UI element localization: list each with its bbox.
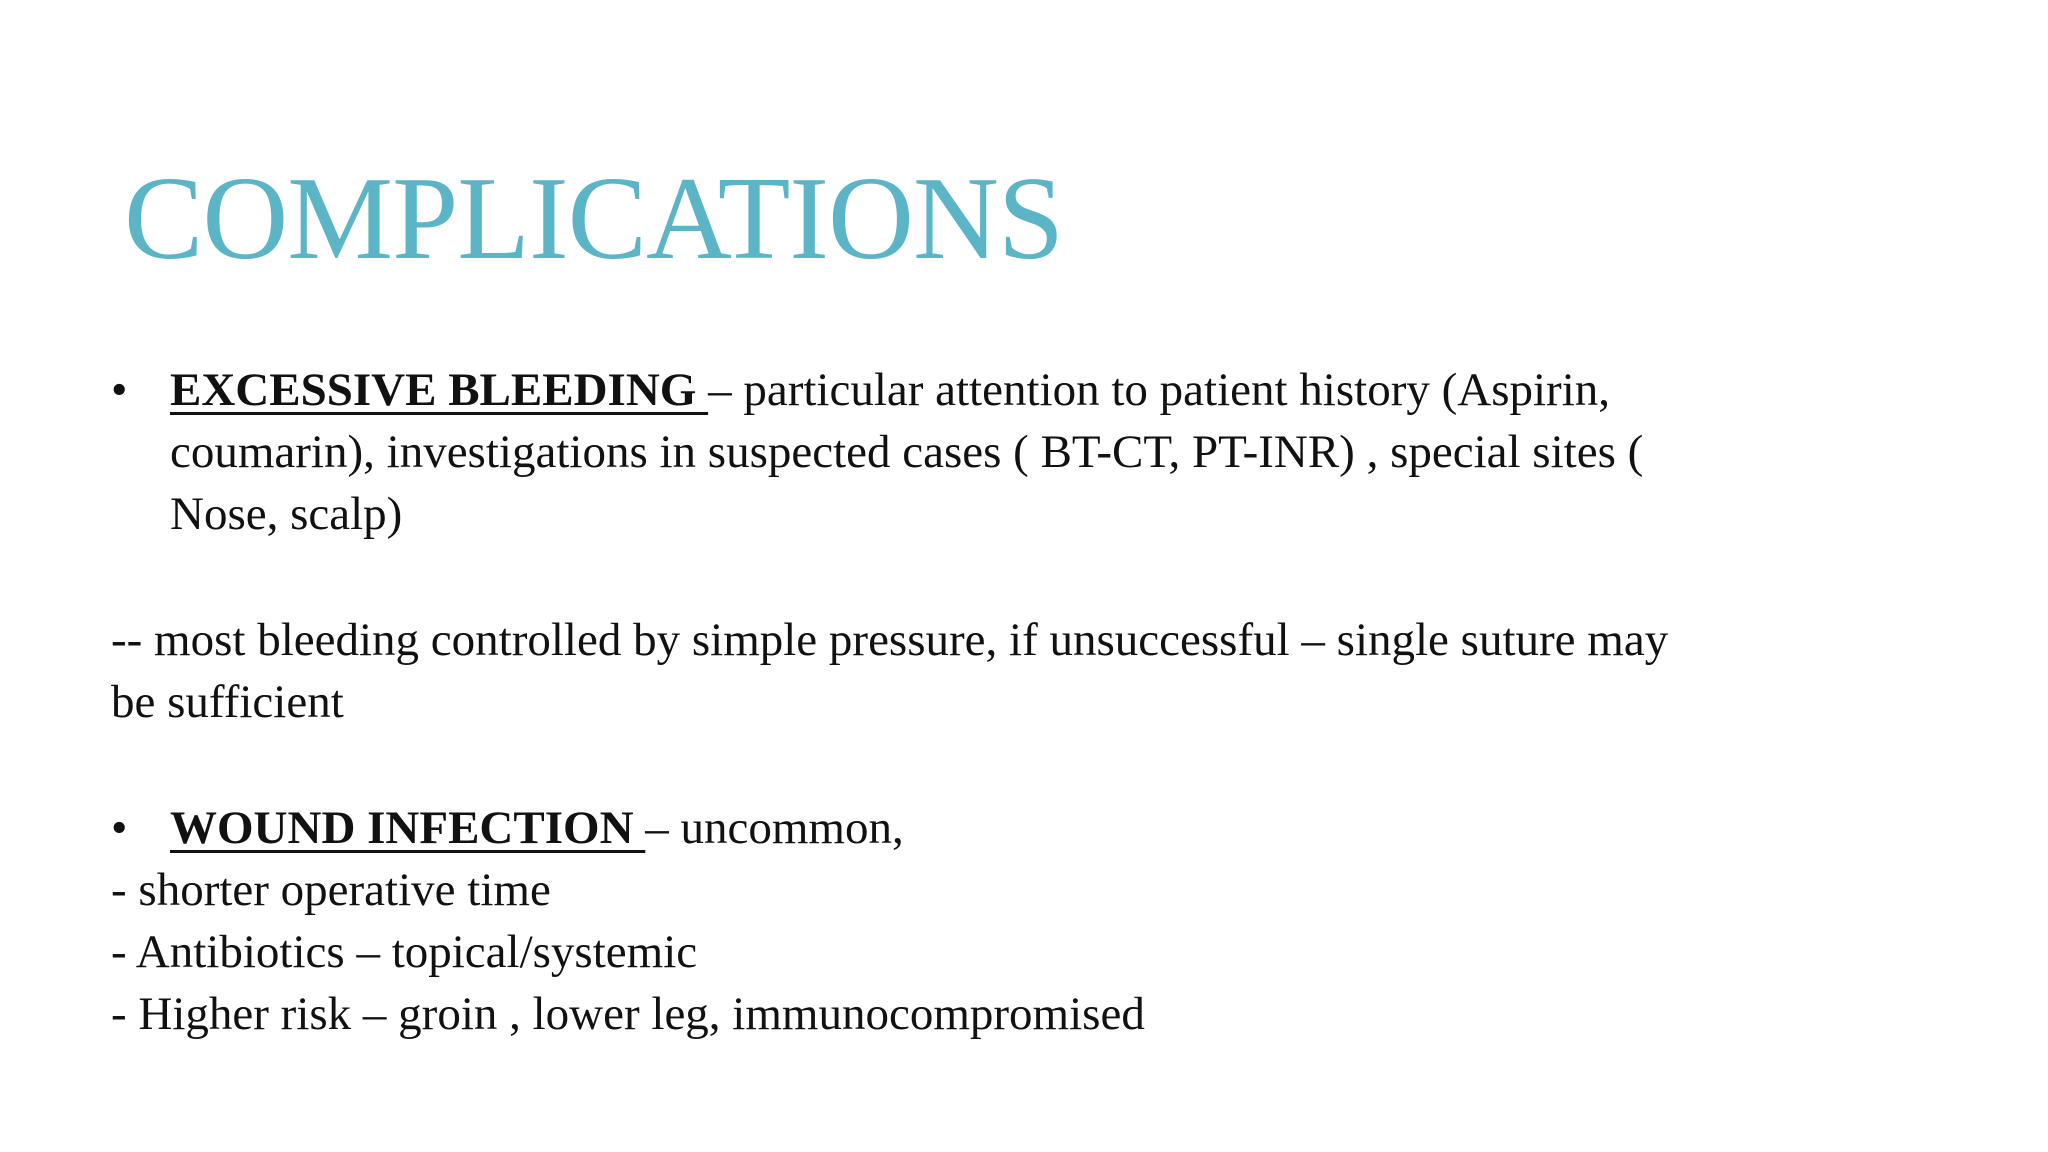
infection-text-1: – uncommon,: [645, 802, 904, 854]
bleeding-note-line-2: be sufficient: [111, 676, 344, 728]
bleeding-note-line-1: -- most bleeding controlled by simple pressure, if unsuccessful – single suture may: [111, 614, 1669, 666]
bullet-infection: •: [111, 802, 128, 854]
bleeding-text-1: – particular attention to patient history (Aspirin,: [708, 364, 1611, 416]
infection-sub-1: - shorter operative time: [111, 864, 551, 916]
bleeding-heading: EXCESSIVE BLEEDING: [170, 364, 709, 416]
infection-line-1: [170, 797, 904, 859]
bleeding-line-2: coumarin), investigations in suspected cases ( BT-CT, PT-INR) , special sites (: [170, 426, 1644, 478]
bleeding-line-3: Nose, scalp): [170, 488, 403, 540]
infection-sub-3: - Higher risk – groin , lower leg, immunocompromised: [111, 988, 1145, 1040]
infection-heading: WOUND INFECTION: [170, 802, 646, 854]
infection-sub-2: - Antibiotics – topical/systemic: [111, 926, 698, 978]
bleeding-line-1: [170, 359, 1610, 421]
slide-title: COMPLICATIONS: [124, 152, 1064, 284]
bullet-bleeding: •: [111, 364, 128, 416]
